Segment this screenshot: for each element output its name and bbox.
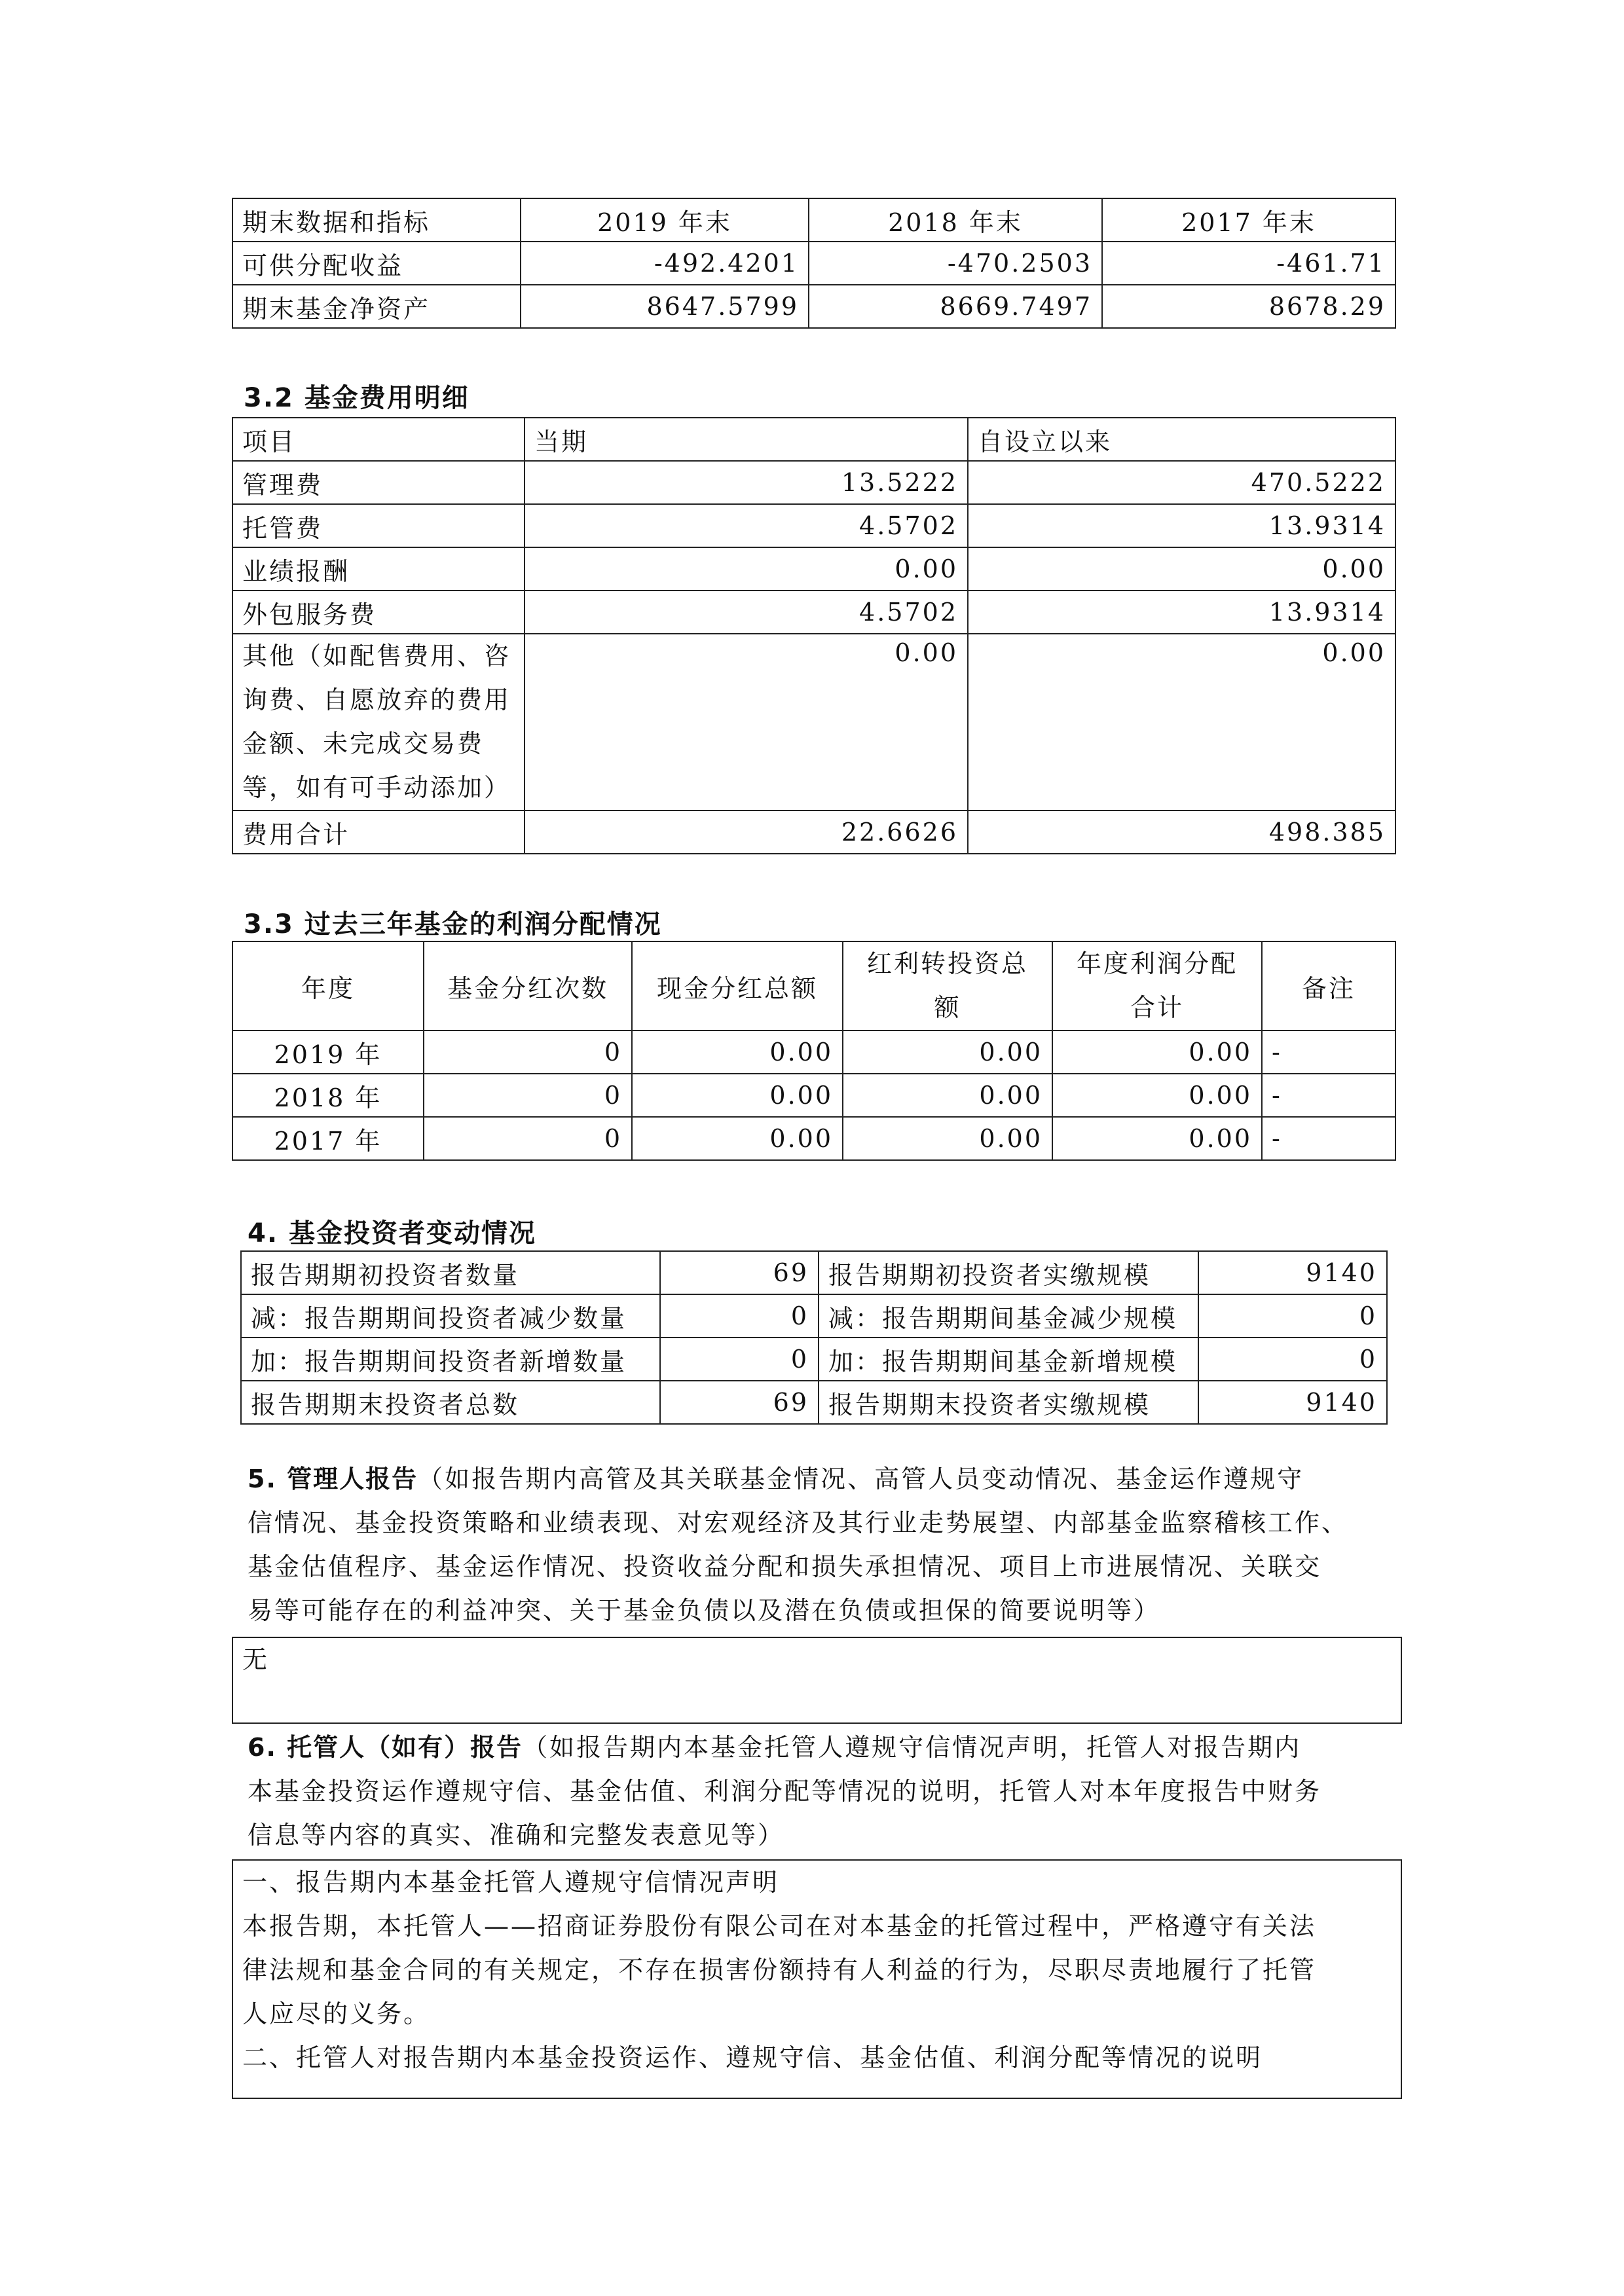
header-cell: 自设立以来 <box>968 418 1395 461</box>
section-5-title: 5. 管理人报告 <box>248 1465 418 1493</box>
manager-report-box <box>232 1637 1402 1724</box>
custodian-content-line: 一、报告期内本基金托管人遵规守信情况声明 <box>242 1868 780 1897</box>
table-row <box>232 1074 1395 1117</box>
custodian-content-line: 律法规和基金合同的有关规定，不存在损害份额持有人利益的行为，尽职尽责地履行了托管 <box>242 1956 1317 1984</box>
value-cell: 0.00 <box>1052 1117 1262 1160</box>
value-cell: 0.00 <box>632 1030 843 1074</box>
year-cell: 2018 年 <box>232 1074 424 1117</box>
header-cell: 期末数据和指标 <box>232 198 521 242</box>
value-cell: 0.00 <box>525 634 968 811</box>
value-cell: 9140 <box>1198 1381 1387 1424</box>
row-label: 报告期期末投资者实缴规模 <box>819 1381 1198 1424</box>
value-cell: 470.5222 <box>968 461 1395 504</box>
table-row <box>232 547 1395 591</box>
value-cell: 0.00 <box>525 547 968 591</box>
manager-report-content: 无 <box>242 1645 270 1674</box>
value-cell: 0 <box>1198 1294 1387 1338</box>
table-row <box>232 285 1395 328</box>
custodian-report-box <box>232 1859 1402 2099</box>
row-label: 费用合计 <box>232 811 525 854</box>
profit-distribution-table <box>232 941 1396 1161</box>
section-5-desc-line: 易等可能存在的利益冲突、关于基金负债以及潜在负债或担保的简要说明等） <box>248 1596 1161 1625</box>
value-cell: 0.00 <box>843 1117 1052 1160</box>
header-cell: 2019 年末 <box>521 198 809 242</box>
value-cell: 498.385 <box>968 811 1395 854</box>
value-cell: 4.5702 <box>525 504 968 547</box>
table-row <box>241 1294 1387 1338</box>
value-cell: 4.5702 <box>525 591 968 634</box>
header-cell: 基金分红次数 <box>424 941 632 1030</box>
section-5-desc-line: 基金估值程序、基金运作情况、投资收益分配和损失承担情况、项目上市进展情况、关联交 <box>248 1552 1322 1581</box>
header-cell: 备注 <box>1262 941 1395 1030</box>
table-row <box>232 591 1395 634</box>
section-3-3-title: 3.3 过去三年基金的利润分配情况 <box>244 909 662 939</box>
row-label: 报告期期初投资者实缴规模 <box>819 1251 1198 1294</box>
table-header-row <box>232 198 1395 242</box>
table-row <box>232 1117 1395 1160</box>
row-label: 加：报告期期间基金新增规模 <box>819 1338 1198 1381</box>
header-cell: 红利转投资总额 <box>843 941 1052 1030</box>
value-cell: 0.00 <box>632 1117 843 1160</box>
table-row <box>232 504 1395 547</box>
header-cell: 年度利润分配合计 <box>1052 941 1262 1030</box>
value-cell: 0 <box>1198 1338 1387 1381</box>
table-row <box>232 811 1395 854</box>
table-row <box>232 1030 1395 1074</box>
section-4-title: 4. 基金投资者变动情况 <box>248 1218 536 1248</box>
row-label: 业绩报酬 <box>232 547 525 591</box>
row-label: 管理费 <box>232 461 525 504</box>
header-cell: 2018 年末 <box>809 198 1102 242</box>
table-row <box>241 1381 1387 1424</box>
header-cell: 当期 <box>525 418 968 461</box>
remark-cell: - <box>1262 1074 1395 1117</box>
row-label: 期末基金净资产 <box>232 285 521 328</box>
value-cell: 0.00 <box>632 1074 843 1117</box>
value-cell: -492.4201 <box>521 242 809 285</box>
value-cell: 22.6626 <box>525 811 968 854</box>
section-6-title: 6. 托管人（如有）报告 <box>248 1733 523 1762</box>
value-cell: 13.5222 <box>525 461 968 504</box>
row-label: 减：报告期期间基金减少规模 <box>819 1294 1198 1338</box>
value-cell: 0 <box>424 1117 632 1160</box>
section-6-desc-line: （如报告期内本基金托管人遵规守信情况声明，托管人对报告期内 <box>523 1733 1302 1762</box>
table-row <box>241 1251 1387 1294</box>
custodian-content-line: 人应尽的义务。 <box>242 1999 431 2028</box>
row-label: 减：报告期期间投资者减少数量 <box>241 1294 660 1338</box>
fee-details-table <box>232 417 1396 854</box>
row-label: 加：报告期期间投资者新增数量 <box>241 1338 660 1381</box>
section-5-desc-line: （如报告期内高管及其关联基金情况、高管人员变动情况、基金运作遵规守 <box>418 1465 1304 1493</box>
header-cell: 2017 年末 <box>1102 198 1395 242</box>
investor-changes-table <box>240 1250 1388 1425</box>
section-6-desc-line: 本基金投资运作遵规守信、基金估值、利润分配等情况的说明，托管人对本年度报告中财务 <box>248 1777 1322 1806</box>
value-cell: 0 <box>660 1338 819 1381</box>
section-6-description <box>248 1726 1400 1857</box>
period-end-indicators-table <box>232 198 1396 329</box>
table-row <box>232 242 1395 285</box>
custodian-content-line: 本报告期，本托管人——招商证券股份有限公司在对本基金的托管过程中，严格遵守有关法 <box>242 1912 1317 1941</box>
row-label: 外包服务费 <box>232 591 525 634</box>
row-label: 其他（如配售费用、咨询费、自愿放弃的费用金额、未完成交易费等，如有可手动添加） <box>232 634 525 811</box>
table-row <box>232 461 1395 504</box>
row-label: 报告期期末投资者总数 <box>241 1381 660 1424</box>
row-label: 报告期期初投资者数量 <box>241 1251 660 1294</box>
custodian-content-line: 二、托管人对报告期内本基金投资运作、遵规守信、基金估值、利润分配等情况的说明 <box>242 2043 1263 2072</box>
value-cell: 8647.5799 <box>521 285 809 328</box>
section-6-desc-line: 信息等内容的真实、准确和完整发表意见等） <box>248 1821 785 1850</box>
value-cell: 8669.7497 <box>809 285 1102 328</box>
table-row <box>241 1338 1387 1381</box>
value-cell: 69 <box>660 1251 819 1294</box>
header-cell: 现金分红总额 <box>632 941 843 1030</box>
value-cell: 9140 <box>1198 1251 1387 1294</box>
value-cell: 0.00 <box>968 547 1395 591</box>
value-cell: -470.2503 <box>809 242 1102 285</box>
table-row <box>232 634 1395 811</box>
value-cell: 8678.29 <box>1102 285 1395 328</box>
table-header-row <box>232 418 1395 461</box>
value-cell: 0.00 <box>1052 1074 1262 1117</box>
row-label: 可供分配收益 <box>232 242 521 285</box>
section-5-description <box>248 1457 1400 1633</box>
value-cell: 0 <box>424 1030 632 1074</box>
value-cell: 0.00 <box>1052 1030 1262 1074</box>
value-cell: 0.00 <box>843 1074 1052 1117</box>
value-cell: 13.9314 <box>968 591 1395 634</box>
year-cell: 2019 年 <box>232 1030 424 1074</box>
value-cell: 69 <box>660 1381 819 1424</box>
section-3-2-title: 3.2 基金费用明细 <box>244 383 470 413</box>
header-cell: 年度 <box>232 941 424 1030</box>
value-cell: 0 <box>660 1294 819 1338</box>
value-cell: 13.9314 <box>968 504 1395 547</box>
year-cell: 2017 年 <box>232 1117 424 1160</box>
header-cell: 项目 <box>232 418 525 461</box>
remark-cell: - <box>1262 1030 1395 1074</box>
table-header-row <box>232 941 1395 1030</box>
row-label: 托管费 <box>232 504 525 547</box>
value-cell: 0.00 <box>968 634 1395 811</box>
value-cell: 0 <box>424 1074 632 1117</box>
value-cell: -461.71 <box>1102 242 1395 285</box>
section-5-desc-line: 信情况、基金投资策略和业绩表现、对宏观经济及其行业走势展望、内部基金监察稽核工作、 <box>248 1508 1349 1537</box>
remark-cell: - <box>1262 1117 1395 1160</box>
value-cell: 0.00 <box>843 1030 1052 1074</box>
